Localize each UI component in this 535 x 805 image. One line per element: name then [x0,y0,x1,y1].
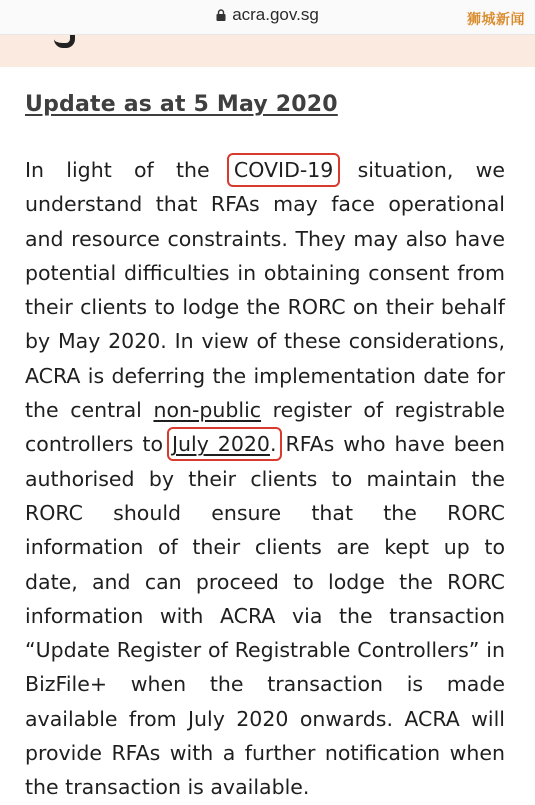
lock-icon [216,9,226,21]
cut-off-heading-glyph [54,35,75,48]
paragraph-text-2: situation, we understand that RFAs may face operational and resource constraints. They may also have potential difficulties in obtaining consent from their clients to lodge the RORC on their behalf by May 2020. In view of these considerations, ACRA is deferring the implementation date for the central [25,158,505,423]
main-content [25,92,505,805]
covid-highlight: COVID-19 [233,158,334,182]
paragraph-text-1: In light of the [25,158,232,182]
paragraph-text-4: RFAs who have been authorised by their clients to maintain the RORC should ensure that the RORC information of their clients are kept up to date, and can proceed to lodge the RORC information with ACRA via the transaction “Update Register of Registrable Controllers” in BizFile+ when the transaction is made available from July 2020 onwards. ACRA will provide RFAs with a further notification when the transaction is available. [25,432,505,800]
period: . [269,432,277,457]
watermark-logo: 狮城新闻 [467,12,525,28]
url-display[interactable] [0,5,535,25]
browser-url-bar[interactable] [0,0,535,35]
url-text: acra.gov.sg [232,5,319,24]
paragraph-text-3: register of registrable controllers to [25,398,505,457]
july-2020-date: July 2020 [171,432,270,457]
update-paragraph [25,153,505,805]
page-banner [0,35,535,67]
update-heading: Update as at 5 May 2020 [25,92,338,117]
non-public-term: non-public [153,398,262,423]
july-2020-highlight [172,432,277,456]
